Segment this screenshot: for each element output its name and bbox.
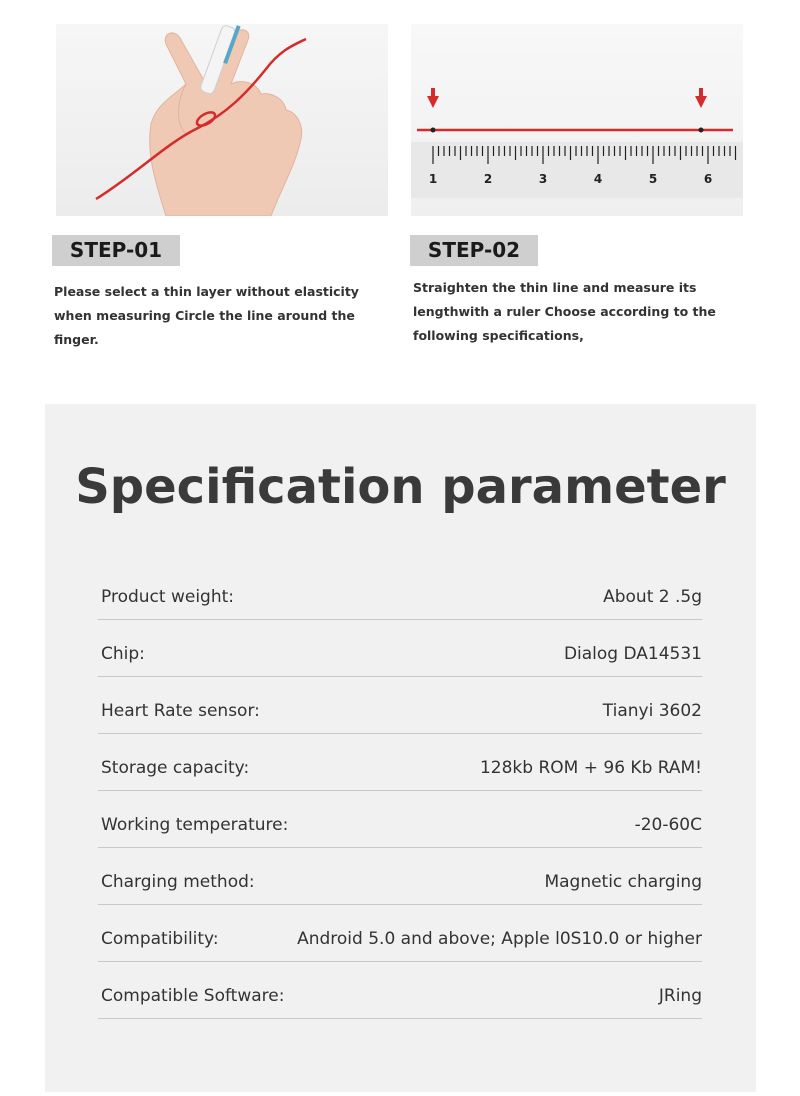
spec-row-software xyxy=(98,961,702,1019)
spec-row-chip xyxy=(98,619,702,677)
spec-row-compatibility xyxy=(98,904,702,962)
step-01-description: Please select a thin layer without elasticity when measuring Circle the line around the finger. xyxy=(54,284,359,347)
spec-label: Working temperature: xyxy=(101,815,289,835)
ruler-label: 6 xyxy=(703,172,713,186)
spec-value: JRing xyxy=(658,986,702,1006)
spec-value: 128kb ROM + 96 Kb RAM! xyxy=(479,758,702,778)
spec-value: Android 5.0 and above; Apple l0S10.0 or higher xyxy=(297,929,702,949)
ruler-label: 5 xyxy=(648,172,658,186)
left-arrow-icon xyxy=(427,88,439,108)
spec-row-weight xyxy=(98,562,702,620)
spec-label: Chip: xyxy=(101,644,145,664)
ruler-measure-image xyxy=(411,24,743,216)
spec-label: Product weight: xyxy=(101,587,234,607)
ruler-illustration xyxy=(411,24,743,216)
spec-label: Compatibility: xyxy=(101,929,219,949)
spec-row-heart-rate xyxy=(98,676,702,734)
ruler-label: 2 xyxy=(483,172,493,186)
spec-value: -20-60C xyxy=(634,815,702,835)
ruler-label: 1 xyxy=(428,172,438,186)
spec-label: Storage capacity: xyxy=(101,758,250,778)
spec-row-charging xyxy=(98,847,702,905)
spec-row-storage xyxy=(98,733,702,791)
step-02-badge: STEP-02 xyxy=(410,235,538,266)
spec-value: About 2 .5g xyxy=(603,587,702,607)
line-mark-start xyxy=(431,128,436,133)
right-arrow-icon xyxy=(695,88,707,108)
spec-value: Magnetic charging xyxy=(544,872,702,892)
spec-label: Heart Rate sensor: xyxy=(101,701,260,721)
finger-measure-image xyxy=(56,24,388,216)
step-01-badge: STEP-01 xyxy=(52,235,180,266)
spec-label: Charging method: xyxy=(101,872,255,892)
ruler-label: 4 xyxy=(593,172,603,186)
line-mark-end xyxy=(699,128,704,133)
spec-row-temperature xyxy=(98,790,702,848)
spec-label: Compatible Software: xyxy=(101,986,285,1006)
spec-value: Dialog DA14531 xyxy=(563,644,702,664)
ruler-label: 3 xyxy=(538,172,548,186)
spec-title: Specification parameter xyxy=(75,459,726,515)
spec-value: Tianyi 3602 xyxy=(602,701,702,721)
hand-illustration xyxy=(56,24,388,216)
step-02-description: Straighten the thin line and measure its lengthwith a ruler Choose according to the following specifications, xyxy=(413,280,716,343)
specification-section xyxy=(45,404,756,1092)
